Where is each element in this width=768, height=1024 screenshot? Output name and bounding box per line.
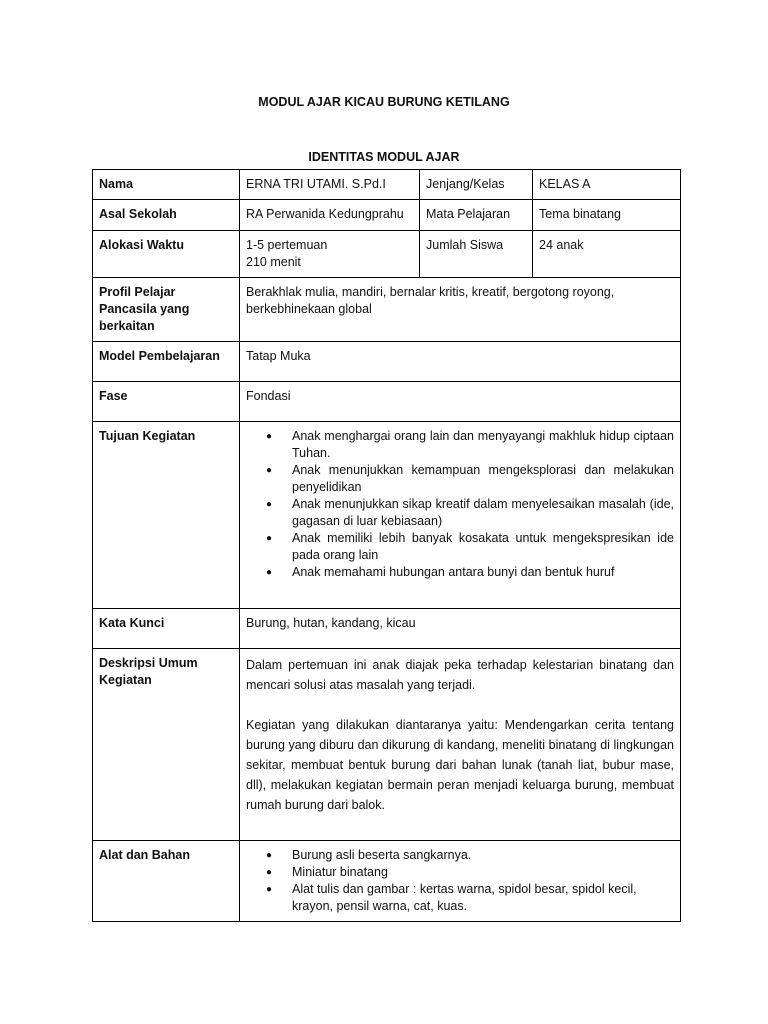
siswa-label: Jumlah Siswa — [420, 231, 533, 278]
jenjang-label: Jenjang/Kelas — [420, 170, 533, 200]
row-tujuan — [93, 422, 681, 609]
deskripsi-label: Deskripsi Umum Kegiatan — [93, 649, 240, 841]
row-alokasi — [93, 231, 681, 278]
row-nama — [93, 170, 681, 200]
profil-value: Berakhlak mulia, mandiri, bernalar kritis, kreatif, bergotong royong, berkebhinekaan global — [240, 278, 681, 342]
sekolah-label: Asal Sekolah — [93, 200, 240, 231]
tujuan-label: Tujuan Kegiatan — [93, 422, 240, 609]
deskripsi-paragraph-1: Dalam pertemuan ini anak diajak peka terhadap kelestarian binatang dan mencari solusi atas masalah yang terjadi. — [246, 658, 674, 692]
row-kata-kunci — [93, 609, 681, 649]
model-label: Model Pembelajaran — [93, 342, 240, 382]
mapel-value: Tema binatang — [533, 200, 681, 231]
tujuan-item: ● Anak memahami hubungan antara bunyi dan bentuk huruf — [246, 564, 674, 581]
tujuan-item: ● Anak menghargai orang lain dan menyayangi makhluk hidup ciptaan Tuhan. — [246, 428, 674, 462]
alokasi-value-line-1: 1-5 pertemuan — [246, 238, 328, 252]
alat-cell — [240, 841, 681, 922]
deskripsi-paragraph-2: Kegiatan yang dilakukan diantaranya yaitu: Mendengarkan cerita tentang burung yang diburu dan dikurung di kandang, meneliti binatang di lingkungan sekitar, membuat bentuk burung dari bahan lunak (tanah liat, bubur mase, dll), melakukan kegiatan bermain peran menjadi keluarga burung, membuat rumah burung dari balok. — [246, 718, 674, 812]
mapel-label: Mata Pelajaran — [420, 200, 533, 231]
alat-item: ● Burung asli beserta sangkarnya. — [246, 847, 674, 864]
alat-item: ● Alat tulis dan gambar : kertas warna, spidol besar, spidol kecil, krayon, pensil warna, cat, kuas. — [246, 881, 674, 915]
tujuan-list — [246, 428, 674, 581]
sekolah-value: RA Perwanida Kedungprahu — [240, 200, 420, 231]
fase-label: Fase — [93, 382, 240, 422]
tujuan-cell — [240, 422, 681, 609]
row-profil — [93, 278, 681, 342]
alat-label: Alat dan Bahan — [93, 841, 240, 922]
deskripsi-cell — [240, 649, 681, 841]
row-deskripsi — [93, 649, 681, 841]
alat-list — [246, 847, 674, 915]
alokasi-label: Alokasi Waktu — [93, 231, 240, 278]
identity-table — [92, 169, 681, 922]
profil-label: Profil Pelajar Pancasila yang berkaitan — [93, 278, 240, 342]
jenjang-value: KELAS A — [533, 170, 681, 200]
kata-kunci-label: Kata Kunci — [93, 609, 240, 649]
nama-value: ERNA TRI UTAMI. S.Pd.I — [240, 170, 420, 200]
siswa-value: 24 anak — [533, 231, 681, 278]
row-fase — [93, 382, 681, 422]
tujuan-item: ● Anak menunjukkan sikap kreatif dalam menyelesaikan masalah (ide, gagasan di luar kebiasaan) — [246, 496, 674, 530]
model-value: Tatap Muka — [240, 342, 681, 382]
nama-label: Nama — [93, 170, 240, 200]
row-alat — [93, 841, 681, 922]
alokasi-value — [240, 231, 420, 278]
alokasi-value-line-2: 210 menit — [246, 255, 301, 269]
document-title: MODUL AJAR KICAU BURUNG KETILANG — [258, 95, 510, 109]
row-model — [93, 342, 681, 382]
fase-value: Fondasi — [240, 382, 681, 422]
kata-kunci-value: Burung, hutan, kandang, kicau — [240, 609, 681, 649]
section-title: IDENTITAS MODUL AJAR — [308, 150, 460, 164]
alat-item: ● Miniatur binatang — [246, 864, 674, 881]
tujuan-item: ● Anak memiliki lebih banyak kosakata untuk mengekspresikan ide pada orang lain — [246, 530, 674, 564]
row-sekolah — [93, 200, 681, 231]
tujuan-item: ● Anak menunjukkan kemampuan mengeksplorasi dan melakukan penyelidikan — [246, 462, 674, 496]
